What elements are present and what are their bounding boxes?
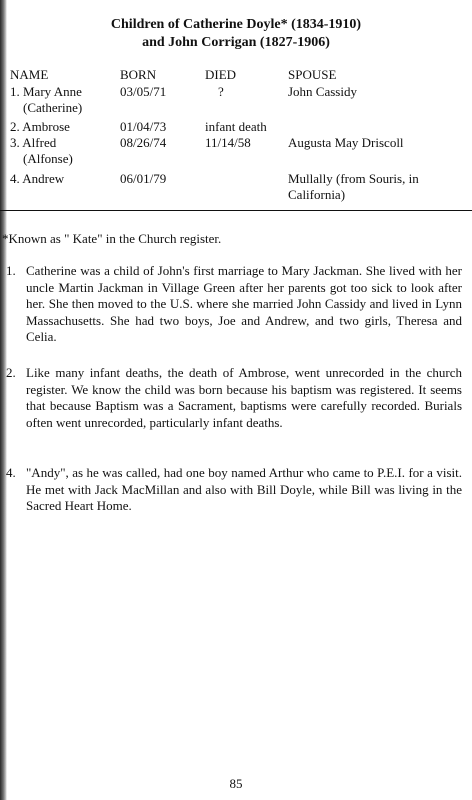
table-row-born: 06/01/79 [120,171,167,186]
footnote: *Known as " Kate" in the Church register. [2,231,222,246]
note-number: 4. [6,465,16,480]
table-row-spouse: Augusta May Driscoll [288,135,404,150]
table-row-spouse-cont: California) [288,187,346,202]
book-spine-shadow [0,0,7,800]
table-row-name: 2. Ambrose [10,119,70,134]
table-row-born: 03/05/71 [120,84,167,99]
note-text: "Andy", as he was called, had one boy named Arthur who came to P.E.I. for a visit. He met with Jack MacMillan and also with Bill Doyle, while Bill was living in the Sacred Heart Home. [26,465,462,513]
column-header-died: DIED [205,67,237,82]
table-row-spouse: John Cassidy [288,84,357,99]
table-row-name: 1. Mary Anne [10,84,82,99]
page-number: 85 [229,776,243,791]
table-row-born: 08/26/74 [120,135,167,150]
note-text: Like many infant deaths, the death of Ambrose, went unrecorded in the church register. We know the child was born because his baptism was registered. It seems that because Baptism was a Sacrament, baptisms were carefully recorded. Burials often went unrecorded, particularly infant deaths. [26,365,462,430]
column-header-name: NAME [10,67,49,82]
note-text: Catherine was a child of John's first marriage to Mary Jackman. She lived with her uncle Martin Jackman in Village Green after her parents got too sick to look after her. She then moved to the U.S. where she married John Cassidy and lived in Lynn Massachusetts. She had two boys, Joe and Andrew, and two girls, Theresa and Celia. [26,263,462,344]
table-row-name: 3. Alfred [10,135,57,150]
page-title-line1: Children of Catherine Doyle* (1834-1910) [110,17,362,32]
table-row-died: ? [218,84,224,99]
table-row-died: 11/14/58 [205,135,251,150]
table-row-name-alt: (Alfonse) [23,151,73,166]
page-title-line2: and John Corrigan (1827-1906) [142,35,330,50]
column-header-born: BORN [120,67,157,82]
section-divider [0,210,472,211]
table-row-died: infant death [205,119,267,134]
table-row-spouse: Mullally (from Souris, in [288,171,419,186]
note-number: 2. [6,365,16,380]
table-row-born: 01/04/73 [120,119,167,134]
note-number: 1. [6,263,16,278]
table-row-name: 4. Andrew [10,171,65,186]
column-header-spouse: SPOUSE [288,67,337,82]
table-row-name-alt: (Catherine) [23,100,83,115]
